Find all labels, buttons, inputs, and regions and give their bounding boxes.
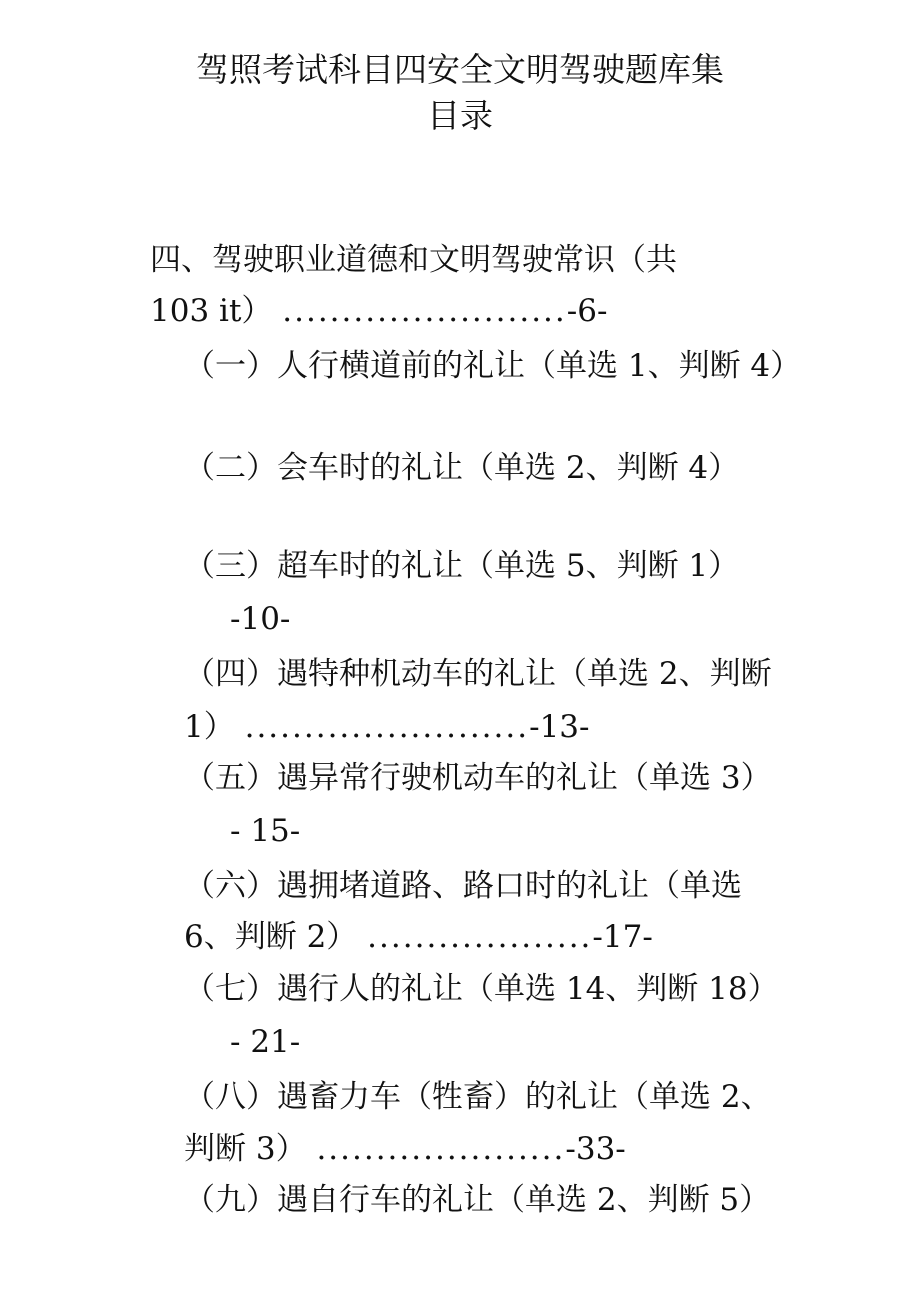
toc-entry-4-leader [184,707,590,747]
page-number: -10- [230,601,291,637]
dot-leader: ................... [367,919,593,955]
page-number: - 15- [230,813,301,849]
toc-entry-4: （四）遇特种机动车的礼让（单选 2、判断 [184,656,772,692]
toc-entry-6-cont: 6、判断 2） [184,919,358,955]
toc-entry-4-cont: 1） [184,709,235,745]
page-number: -13- [529,709,590,745]
toc-entry-7: （七）遇行人的礼让（单选 14、判断 18） [184,971,779,1007]
toc-entry-8: （八）遇畜力车（牲畜）的礼让（单选 2、 [184,1079,772,1115]
dot-leader: ........................ [244,709,530,745]
toc-chapter-title: 四、驾驶职业道德和文明驾驶常识（共 [150,242,677,278]
toc-heading: 目录 [427,96,493,135]
toc-entry-3: （三）超车时的礼让（单选 5、判断 1） [184,548,740,584]
page-number: -6- [566,293,608,329]
toc-entry-6: （六）遇拥堵道路、路口时的礼让（单选 [184,868,742,904]
toc-entry-1: （一）人行横道前的礼让（单选 1、判断 4） [184,348,802,384]
dot-leader: ........................ [282,293,567,329]
page-number: -17- [592,919,653,955]
toc-entry-2: （二）会车时的礼让（单选 2、判断 4） [184,450,740,486]
page-number: -33- [565,1131,626,1167]
document-title: 驾照考试科目四安全文明驾驶题库集 [196,50,724,89]
toc-entry-5: （五）遇异常行驶机动车的礼让（单选 3） [184,760,772,796]
toc-entry-6-leader [184,917,653,957]
toc-entry-9: （九）遇自行车的礼让（单选 2、判断 5） [184,1182,771,1218]
toc-entry-8-leader [184,1129,626,1169]
toc-chapter-title-cont: 103 it） [150,293,273,329]
dot-leader: ..................... [316,1131,566,1167]
toc-chapter-leader [150,291,607,331]
toc-entry-8-cont: 判断 3） [184,1131,307,1167]
page-number: - 21- [230,1024,301,1060]
